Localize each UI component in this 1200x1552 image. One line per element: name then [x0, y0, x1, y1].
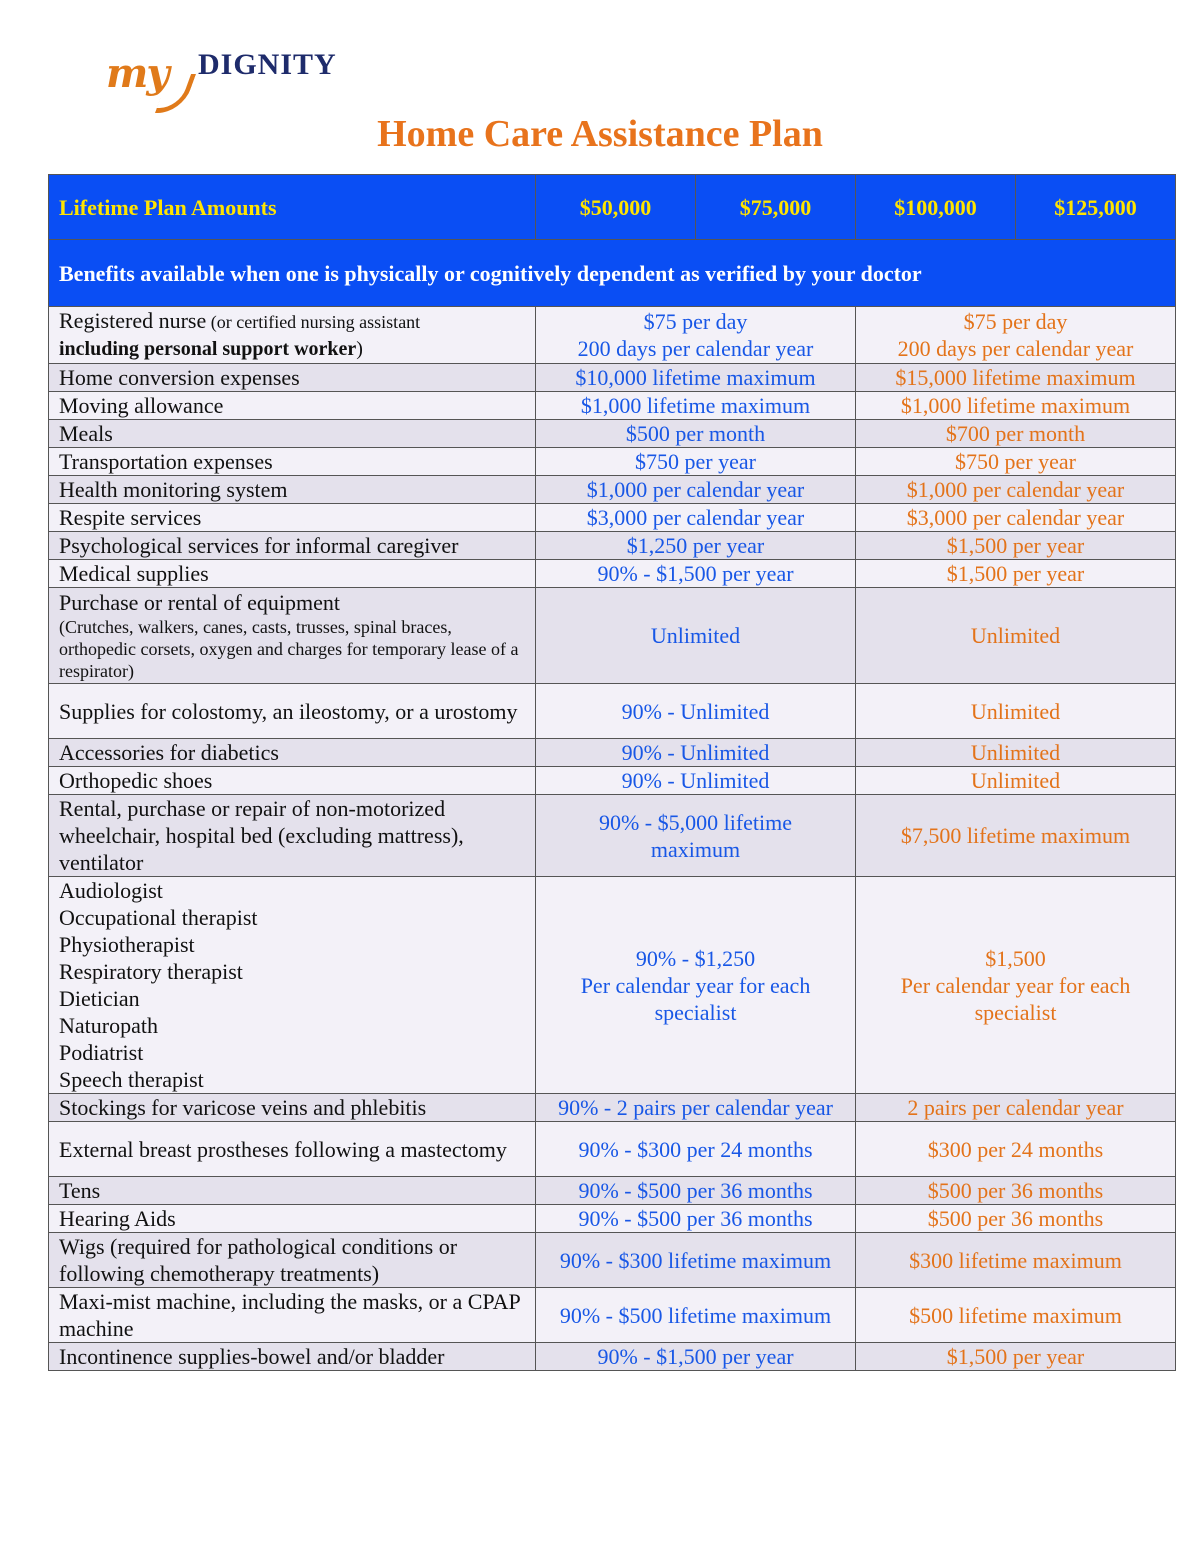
benefit-name: [49, 877, 536, 1094]
table-row: [49, 767, 1176, 795]
table-row: [49, 877, 1176, 1094]
table-row: [49, 1205, 1176, 1233]
benefit-name: [49, 364, 536, 392]
benefit-label: Tens: [59, 1178, 101, 1203]
benefits-subheader-text: Benefits available when one is physically or cognitively dependent as verified by your doctor: [49, 240, 1176, 307]
benefit-label: Transportation expenses: [59, 449, 273, 474]
benefit-label: Psychological services for informal caregiver: [59, 533, 459, 558]
coverage-100000-125000: $500 per 36 months: [856, 1177, 1176, 1205]
benefit-name: [49, 307, 536, 364]
coverage-50000-75000: 90% - $500 per 36 months: [536, 1177, 856, 1205]
coverage-100000-125000: Unlimited: [856, 588, 1176, 684]
benefits-table: [48, 174, 1176, 1371]
logo-wordmark: DIGNITY: [198, 48, 337, 81]
benefit-label: Rental, purchase or repair of non-motorized wheelchair, hospital bed (excluding mattress), ventilator: [59, 796, 464, 875]
table-row: [49, 588, 1176, 684]
table-row: [49, 504, 1176, 532]
table-row: [49, 448, 1176, 476]
coverage-50000-75000: $1,000 lifetime maximum: [536, 392, 856, 420]
benefit-name: [49, 684, 536, 739]
benefit-note: (or certified nursing assistant: [206, 312, 421, 332]
coverage-50000-75000: 90% - Unlimited: [536, 767, 856, 795]
coverage-100000-125000: $1,000 per calendar year: [856, 476, 1176, 504]
coverage-100000-125000: Unlimited: [856, 767, 1176, 795]
coverage-100000-125000: $3,000 per calendar year: [856, 504, 1176, 532]
table-row: [49, 739, 1176, 767]
coverage-50000-75000: 90% - Unlimited: [536, 739, 856, 767]
coverage-100000-125000: $1,500 per year: [856, 1343, 1176, 1371]
benefit-name: [49, 1094, 536, 1122]
coverage-50000-75000: $10,000 lifetime maximum: [536, 364, 856, 392]
benefit-label: Wigs (required for pathological conditions or following chemotherapy treatments): [59, 1234, 458, 1286]
benefit-label: External breast prostheses following a mastectomy: [59, 1136, 507, 1162]
plan-amounts-label: Lifetime Plan Amounts: [49, 175, 536, 240]
benefit-name: [49, 1233, 536, 1288]
benefit-name: [49, 532, 536, 560]
benefit-name: [49, 392, 536, 420]
benefit-label: Health monitoring system: [59, 477, 288, 502]
coverage-50000-75000: 90% - $1,500 per year: [536, 1343, 856, 1371]
benefit-name: [49, 795, 536, 877]
logo-prefix: my: [106, 50, 168, 97]
benefit-name: [49, 1177, 536, 1205]
benefit-name: [49, 588, 536, 684]
benefit-name: [49, 420, 536, 448]
benefit-label: Hearing Aids: [59, 1206, 176, 1231]
benefit-name: [49, 767, 536, 795]
coverage-100000-125000: $1,500 Per calendar year for each specialist: [856, 877, 1176, 1094]
coverage-50000-75000: 90% - $300 per 24 months: [536, 1122, 856, 1177]
coverage-100000-125000: $300 lifetime maximum: [856, 1233, 1176, 1288]
coverage-100000-125000: 2 pairs per calendar year: [856, 1094, 1176, 1122]
coverage-100000-125000: $15,000 lifetime maximum: [856, 364, 1176, 392]
benefit-name: [49, 560, 536, 588]
coverage-50000-75000: 90% - $1,250 Per calendar year for each specialist: [536, 877, 856, 1094]
table-row: [49, 1233, 1176, 1288]
amount-75000: $75,000: [696, 175, 856, 240]
coverage-100000-125000: $1,500 per year: [856, 560, 1176, 588]
coverage-50000-75000: 90% - $500 per 36 months: [536, 1205, 856, 1233]
benefit-label: Purchase or rental of equipment: [59, 590, 341, 615]
table-row: [49, 560, 1176, 588]
coverage-100000-125000: Unlimited: [856, 684, 1176, 739]
coverage-50000-75000: $3,000 per calendar year: [536, 504, 856, 532]
plan-amounts-header: [49, 175, 1176, 240]
coverage-50000-75000: 90% - $300 lifetime maximum: [536, 1233, 856, 1288]
benefit-label: Respite services: [59, 505, 202, 530]
benefit-label: Medical supplies: [59, 561, 209, 586]
benefit-name: [49, 1343, 536, 1371]
benefit-label: Audiologist Occupational therapist Physiotherapist Respiratory therapist Dietician Naturopath Podiatrist Speech therapist: [59, 878, 258, 1092]
coverage-50000-75000: 90% - $1,500 per year: [536, 560, 856, 588]
benefit-label: Meals: [59, 421, 113, 446]
benefit-label: Stockings for varicose veins and phlebitis: [59, 1095, 427, 1120]
coverage-50000-75000: $750 per year: [536, 448, 856, 476]
benefit-name: [49, 739, 536, 767]
table-row: [49, 684, 1176, 739]
amount-100000: $100,000: [856, 175, 1016, 240]
benefit-label: Maxi-mist machine, including the masks, or a CPAP machine: [59, 1289, 520, 1341]
table-row: [49, 795, 1176, 877]
benefit-name: [49, 1205, 536, 1233]
coverage-100000-125000: $1,000 lifetime maximum: [856, 392, 1176, 420]
table-row: [49, 392, 1176, 420]
table-row: [49, 1177, 1176, 1205]
table-row: [49, 364, 1176, 392]
benefit-label: Accessories for diabetics: [59, 740, 279, 765]
coverage-100000-125000: $300 per 24 months: [856, 1122, 1176, 1177]
coverage-50000-75000: $1,000 per calendar year: [536, 476, 856, 504]
coverage-50000-75000: 90% - $500 lifetime maximum: [536, 1288, 856, 1343]
table-row: [49, 420, 1176, 448]
benefit-name: [49, 476, 536, 504]
table-row: [49, 1288, 1176, 1343]
coverage-50000-75000: 90% - $5,000 lifetime maximum: [536, 795, 856, 877]
coverage-50000-75000: $75 per day 200 days per calendar year: [536, 307, 856, 364]
benefit-detail: (Crutches, walkers, canes, casts, trusses, spinal braces, orthopedic corsets, oxygen and charges for temporary lease of a respirator): [59, 617, 519, 681]
coverage-50000-75000: $500 per month: [536, 420, 856, 448]
coverage-50000-75000: Unlimited: [536, 588, 856, 684]
benefit-note-bold: including personal support worker: [59, 338, 357, 360]
benefit-name: [49, 448, 536, 476]
coverage-100000-125000: $750 per year: [856, 448, 1176, 476]
coverage-50000-75000: 90% - Unlimited: [536, 684, 856, 739]
table-row: [49, 476, 1176, 504]
benefit-label: Moving allowance: [59, 393, 224, 418]
coverage-100000-125000: $500 lifetime maximum: [856, 1288, 1176, 1343]
coverage-50000-75000: $1,250 per year: [536, 532, 856, 560]
table-row: [49, 532, 1176, 560]
benefit-label: Orthopedic shoes: [59, 768, 213, 793]
amount-50000: $50,000: [536, 175, 696, 240]
benefit-label: Incontinence supplies-bowel and/or bladder: [59, 1344, 445, 1369]
table-row: [49, 1094, 1176, 1122]
amount-125000: $125,000: [1016, 175, 1176, 240]
coverage-50000-75000: 90% - 2 pairs per calendar year: [536, 1094, 856, 1122]
brand-logo: [106, 44, 366, 110]
benefit-label: Supplies for colostomy, an ileostomy, or a urostomy: [59, 698, 518, 724]
benefit-label: Registered nurse: [59, 308, 207, 333]
coverage-100000-125000: $7,500 lifetime maximum: [856, 795, 1176, 877]
coverage-100000-125000: Unlimited: [856, 739, 1176, 767]
benefit-name: [49, 504, 536, 532]
page-title: Home Care Assistance Plan: [377, 113, 823, 155]
benefit-label: Home conversion expenses: [59, 365, 300, 390]
coverage-100000-125000: $1,500 per year: [856, 532, 1176, 560]
table-row: [49, 1343, 1176, 1371]
table-row: [49, 1122, 1176, 1177]
table-row: [49, 307, 1176, 364]
benefit-name: [49, 1288, 536, 1343]
coverage-100000-125000: $700 per month: [856, 420, 1176, 448]
benefits-subheader: [49, 240, 1176, 307]
coverage-100000-125000: $500 per 36 months: [856, 1205, 1176, 1233]
benefit-note-end: ): [356, 338, 363, 360]
coverage-100000-125000: $75 per day 200 days per calendar year: [856, 307, 1176, 364]
benefit-name: [49, 1122, 536, 1177]
